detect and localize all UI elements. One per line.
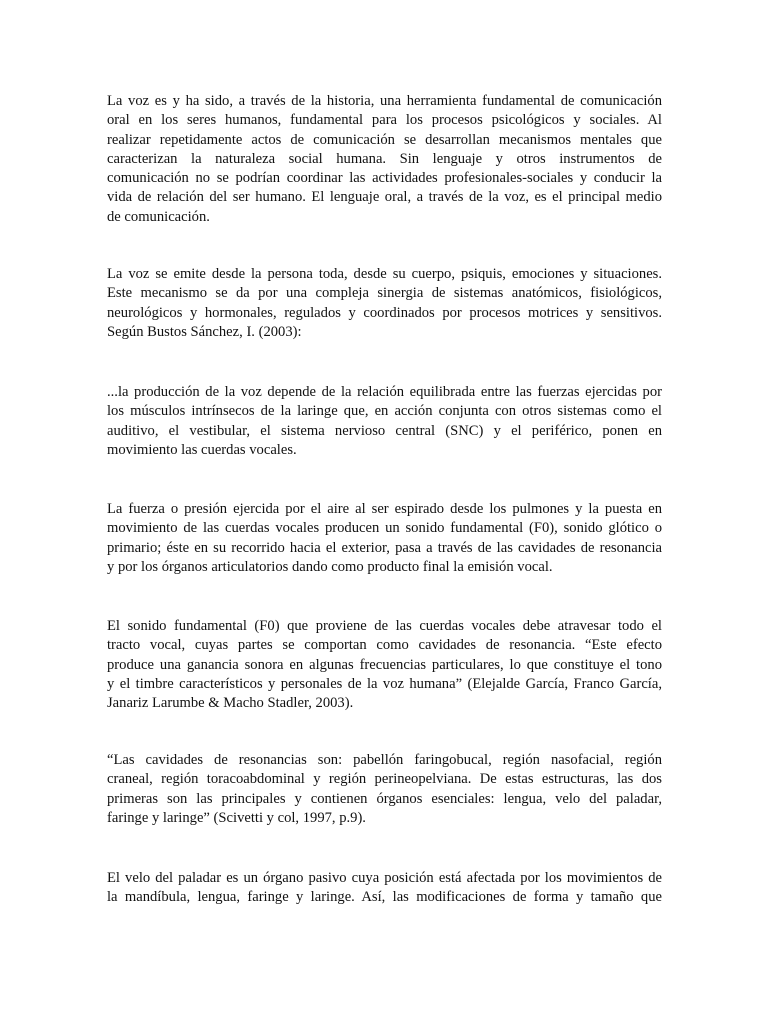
paragraph-air-pressure [107, 500, 662, 577]
text-line: vida de relación del ser humano. El lenguaje oral, a través de la voz, es el principal medio [107, 189, 662, 206]
paragraph-voice-communication [107, 92, 662, 227]
text-line: oral en los seres humanos, fundamental para los procesos psicológicos y sociales. Al [107, 112, 662, 129]
text-line: faringe y laringe” (Scivetti y col, 1997, p.9). [107, 809, 366, 826]
text-line: movimiento las cuerdas vocales. [107, 441, 297, 458]
text-line: realizar repetidamente actos de comunicación se desarrollan mecanismos mentales que [107, 131, 662, 148]
text-line: “Las cavidades de resonancias son: pabellón faringobucal, región nasofacial, región [107, 752, 662, 768]
text-line: comunicación no se podrían coordinar las actividades profesionales-sociales y conducir la [107, 170, 662, 187]
text-line: la mandíbula, lengua, faringe y laringe. Así, las modificaciones de forma y tamaño que [107, 889, 662, 906]
text-line: ...la producción de la voz depende de la relación equilibrada entre las fuerzas ejercidas por [107, 384, 662, 400]
text-line: Janariz Larumbe & Macho Stadler, 2003). [107, 695, 354, 712]
text-line: movimiento de las cuerdas vocales producen un sonido fundamental (F0), sonido glótico o [107, 520, 662, 537]
text-line: primario; éste en su recorrido hacia el exterior, pasa a través de las cavidades de resonancia [107, 539, 662, 556]
text-line: craneal, región toracoabdominal y región perineopelviana. De estas estructuras, las dos [107, 771, 662, 788]
text-line: produce una ganancia sonora en algunas frecuencias particulares, lo que constituye el tono [107, 656, 662, 673]
text-line: neurológicos y hormonales, regulados y coordinados por procesos motrices y sensitivos. [107, 304, 662, 321]
paragraph-quote-bustos [107, 383, 662, 460]
paragraph-voice-emission [107, 265, 662, 342]
text-line: El sonido fundamental (F0) que proviene de las cuerdas vocales debe atravesar todo el [107, 618, 662, 634]
text-line: Según Bustos Sánchez, I. (2003): [107, 323, 302, 340]
text-line: primeras son las principales y contienen órganos esenciales: lengua, velo del paladar, [107, 790, 662, 807]
paragraph-soft-palate [107, 869, 662, 908]
text-line: y el timbre característicos y personales de la voz humana” (Elejalde García, Franco García, [107, 675, 662, 692]
text-line: auditivo, el vestibular, el sistema nervioso central (SNC) y el periférico, ponen en [107, 422, 662, 439]
text-line: los músculos intrínsecos de la laringe que, en acción conjunta con otros sistemas como el [107, 403, 662, 420]
text-line: El velo del paladar es un órgano pasivo cuya posición está afectada por los movimientos de [107, 870, 662, 886]
text-line: caracterizan la naturaleza social humana. Sin lenguaje y otros instrumentos de [107, 150, 662, 167]
text-line: La voz es y ha sido, a través de la historia, una herramienta fundamental de comunicación [107, 93, 662, 109]
text-line: de comunicación. [107, 208, 210, 225]
text-line: La voz se emite desde la persona toda, desde su cuerpo, psiquis, emociones y situaciones. [107, 266, 662, 282]
paragraph-resonance-cavities [107, 751, 662, 828]
text-line: tracto vocal, cuyas partes se comportan como cavidades de resonancia. “Este efecto [107, 637, 662, 654]
paragraph-fundamental-sound [107, 617, 662, 713]
text-line: Este mecanismo se da por una compleja sinergia de sistemas anatómicos, fisiológicos, [107, 285, 662, 302]
text-line: La fuerza o presión ejercida por el aire al ser espirado desde los pulmones y la puesta en [107, 501, 662, 517]
text-line: y por los órganos articulatorios dando como producto final la emisión vocal. [107, 558, 553, 575]
